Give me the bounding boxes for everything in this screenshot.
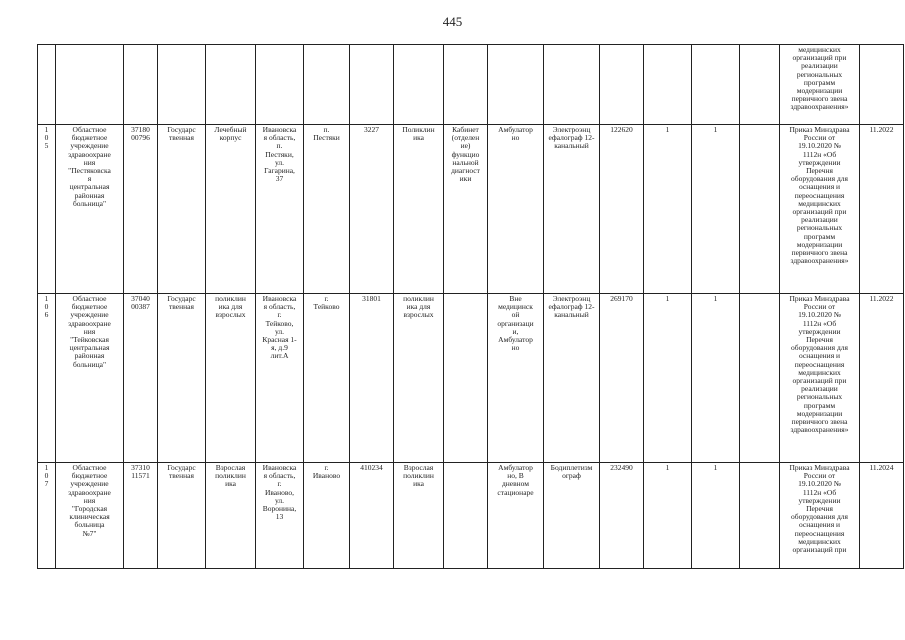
code-cell: [124, 294, 158, 463]
ownership-cell: [158, 294, 206, 463]
unit-cell: [394, 463, 444, 569]
price-cell: [600, 125, 644, 294]
legal-basis-cell: [780, 45, 860, 125]
cell-text: 1: [665, 294, 670, 303]
cell-text: 122620: [610, 125, 633, 134]
cell-text: Вне медицинск ой организаци и, Амбулатор но: [497, 294, 534, 353]
equipment-name-cell: [544, 45, 600, 125]
building-cell: [206, 294, 256, 463]
cell-text: Областное бюджетное учреждение здравоохране ния "Пестяковска я центральная районная больница": [68, 125, 111, 208]
cell-text: Ивановска я область, п. Пестяки, ул. Гагарина, 37: [262, 125, 297, 184]
date-cell: [860, 463, 904, 569]
locality-cell: [304, 463, 350, 569]
address-cell: [256, 463, 304, 569]
cell-text: 1: [665, 125, 670, 134]
cell-text: Лечебный корпус: [214, 125, 247, 143]
cell-text: 11.2022: [869, 125, 894, 134]
cell-text: 37180 00796: [131, 125, 150, 143]
institution-name-cell: [56, 125, 124, 294]
table-row-continued: [38, 45, 904, 125]
cell-text: 31801: [362, 294, 381, 303]
address-cell: [256, 125, 304, 294]
address-cell: [256, 45, 304, 125]
cell-text: Ивановска я область, г. Тейково, ул. Красная 1- я, д.9 лит.А: [262, 294, 297, 361]
building-cell: [206, 463, 256, 569]
cell-text: г. Тейково: [313, 294, 340, 312]
cell-text: Взрослая поликлин ика: [403, 463, 434, 489]
institution-name-cell: [56, 294, 124, 463]
cell-text: 11.2024: [869, 463, 894, 472]
building-cell: [206, 125, 256, 294]
empty-cell: [740, 45, 780, 125]
cell-text: Бодиплетизм ограф: [550, 463, 593, 481]
equipment-name-cell: [544, 125, 600, 294]
quantity-cell: [692, 45, 740, 125]
cell-text: 37310 11571: [131, 463, 150, 481]
empty-cell: [740, 463, 780, 569]
care-form-cell: [488, 463, 544, 569]
cell-text: медицинских организаций при реализации региональных программ модернизации первичного звена здравоохранения»: [790, 45, 849, 112]
ownership-cell: [158, 45, 206, 125]
cell-text: Взрослая поликлин ика: [215, 463, 246, 489]
code-cell: [124, 125, 158, 294]
unit-cell: [394, 294, 444, 463]
locality-cell: [304, 294, 350, 463]
locality-code-cell: [350, 463, 394, 569]
empty-cell: [740, 294, 780, 463]
date-cell: [860, 125, 904, 294]
cell-text: 410234: [360, 463, 383, 472]
cell-text: 269170: [610, 294, 633, 303]
cell-text: Электроэнц ефалограф 12- канальный: [548, 125, 595, 151]
quantity-cell: [692, 294, 740, 463]
cell-text: Поликлин ика: [402, 125, 435, 143]
cell-text: 1: [713, 125, 718, 134]
department-cell: [444, 125, 488, 294]
quantity-cell: [644, 45, 692, 125]
cell-text: Кабинет (отделен ие) функцио нальной диагност ики: [451, 125, 480, 184]
cell-text: 1: [665, 463, 670, 472]
cell-text: 1 0 5: [44, 125, 49, 151]
row-number-cell: [38, 125, 56, 294]
care-form-cell: [488, 125, 544, 294]
institution-name-cell: [56, 463, 124, 569]
department-cell: [444, 463, 488, 569]
locality-code-cell: [350, 294, 394, 463]
date-cell: [860, 294, 904, 463]
cell-text: поликлин ика для взрослых: [403, 294, 434, 320]
department-cell: [444, 45, 488, 125]
empty-cell: [740, 125, 780, 294]
cell-text: Государс твенная: [167, 463, 196, 481]
cell-text: 1: [713, 294, 718, 303]
cell-text: 11.2022: [869, 294, 894, 303]
cell-text: Областное бюджетное учреждение здравоохране ния "Тейковская центральная районная больница": [68, 294, 111, 369]
cell-text: поликлин ика для взрослых: [215, 294, 246, 320]
ownership-cell: [158, 463, 206, 569]
equipment-table: [37, 44, 904, 569]
row-number-cell: [38, 45, 56, 125]
cell-text: п. Пестяки: [313, 125, 340, 143]
cell-text: Амбулатор но: [498, 125, 533, 143]
price-cell: [600, 294, 644, 463]
cell-text: 3227: [364, 125, 379, 134]
care-form-cell: [488, 294, 544, 463]
legal-basis-cell: [780, 125, 860, 294]
row-number-cell: [38, 463, 56, 569]
page-number: 445: [442, 14, 463, 29]
cell-text: 1 0 7: [44, 463, 49, 489]
code-cell: [124, 463, 158, 569]
cell-text: Электроэнц ефалограф 12- канальный: [548, 294, 595, 320]
row-number-cell: [38, 294, 56, 463]
cell-text: 1 0 6: [44, 294, 49, 320]
cell-text: 37040 00387: [131, 294, 150, 312]
table-row: [38, 294, 904, 463]
building-cell: [206, 45, 256, 125]
ownership-cell: [158, 125, 206, 294]
locality-code-cell: [350, 125, 394, 294]
cell-text: Приказ Минздрава России от 19.10.2020 № 1112н «Об утверждении Перечня оборудования для оснащения и переоснащения медицинских организаций при: [789, 463, 850, 555]
code-cell: [124, 45, 158, 125]
institution-name-cell: [56, 45, 124, 125]
locality-cell: [304, 125, 350, 294]
cell-text: Государс твенная: [167, 125, 196, 143]
cell-text: 232490: [610, 463, 633, 472]
cell-text: Амбулатор но, В дневном стационаре: [497, 463, 534, 497]
locality-code-cell: [350, 45, 394, 125]
cell-text: г. Иваново: [312, 463, 341, 481]
equipment-name-cell: [544, 294, 600, 463]
cell-text: Приказ Минздрава России от 19.10.2020 № 1112н «Об утверждении Перечня оборудования для оснащения и переоснащения медицинских организаций при реализации региональных программ модернизации первичного звена здравоохранения»: [789, 125, 850, 266]
legal-basis-cell: [780, 294, 860, 463]
equipment-name-cell: [544, 463, 600, 569]
quantity-cell: [644, 125, 692, 294]
date-cell: [860, 45, 904, 125]
unit-cell: [394, 125, 444, 294]
table-row: [38, 125, 904, 294]
quantity-cell: [692, 125, 740, 294]
quantity-cell: [692, 463, 740, 569]
care-form-cell: [488, 45, 544, 125]
cell-text: Государс твенная: [167, 294, 196, 312]
address-cell: [256, 294, 304, 463]
department-cell: [444, 294, 488, 463]
price-cell: [600, 45, 644, 125]
cell-text: 1: [713, 463, 718, 472]
price-cell: [600, 463, 644, 569]
quantity-cell: [644, 463, 692, 569]
cell-text: Ивановска я область, г. Иваново, ул. Воронина, 13: [262, 463, 297, 522]
cell-text: Приказ Минздрава России от 19.10.2020 № 1112н «Об утверждении Перечня оборудования для оснащения и переоснащения медицинских организаций при реализации региональных программ модернизации первичного звена здравоохранения»: [789, 294, 850, 435]
table-row: [38, 463, 904, 569]
quantity-cell: [644, 294, 692, 463]
cell-text: Областное бюджетное учреждение здравоохране ния "Городская клиническая больница №7": [68, 463, 111, 538]
locality-cell: [304, 45, 350, 125]
unit-cell: [394, 45, 444, 125]
legal-basis-cell: [780, 463, 860, 569]
